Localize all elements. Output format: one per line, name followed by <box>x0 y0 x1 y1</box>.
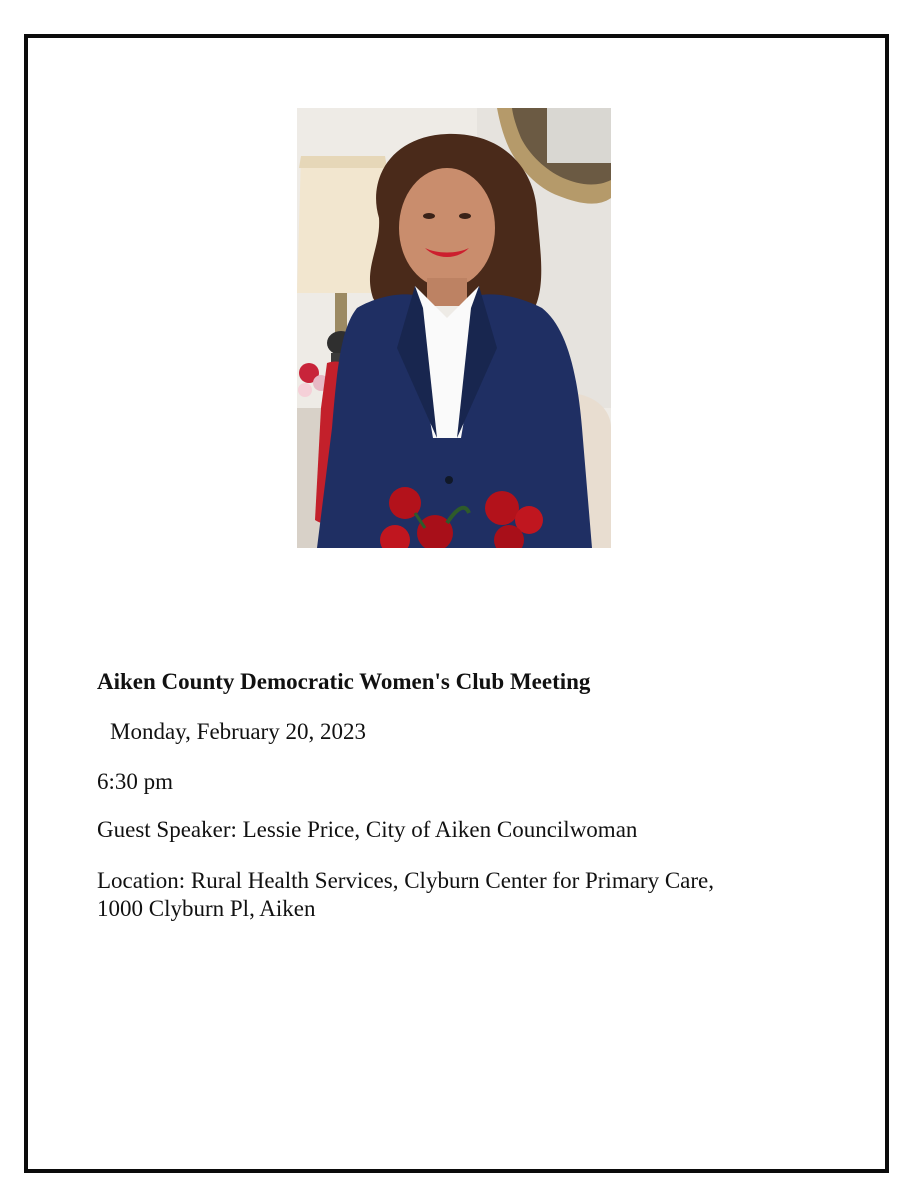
location-line-2: 1000 Clyburn Pl, Aiken <box>97 896 316 921</box>
guest-speaker: Guest Speaker: Lessie Price, City of Aiken Councilwoman <box>97 817 638 842</box>
speaker-portrait-image <box>297 108 611 548</box>
speaker-photo <box>297 108 611 548</box>
meeting-title: Aiken County Democratic Women's Club Meeting <box>97 669 591 694</box>
meeting-date: Monday, February 20, 2023 <box>110 719 366 744</box>
location-line-1: Location: Rural Health Services, Clyburn Center for Primary Care, <box>97 868 714 893</box>
meeting-time: 6:30 pm <box>97 769 174 794</box>
